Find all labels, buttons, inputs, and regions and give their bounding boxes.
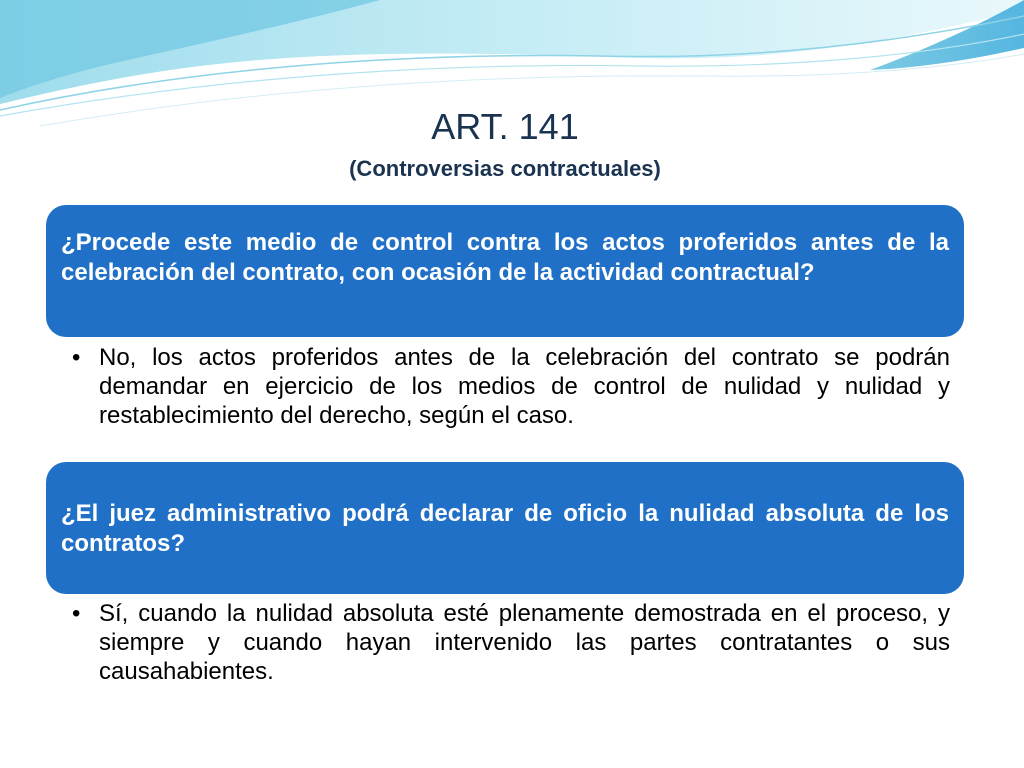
question-text-2: ¿El juez administrativo podrá declarar de oficio la nulidad absoluta de los contratos? bbox=[61, 500, 949, 557]
answer-item-2 bbox=[72, 599, 950, 686]
answer-list-1 bbox=[72, 343, 950, 430]
slide-subtitle: (Controversias contractuales) bbox=[349, 156, 661, 181]
bullet-icon: • bbox=[72, 600, 81, 627]
answer-list-2 bbox=[72, 599, 950, 686]
bullet-icon: • bbox=[72, 344, 81, 371]
answer-text-2: Sí, cuando la nulidad absoluta esté plenamente demostrada en el proceso, y siempre y cuando hayan intervenido las partes contratantes o sus causahabientes. bbox=[99, 600, 950, 685]
question-box-1 bbox=[46, 205, 964, 337]
question-text-1: ¿Procede este medio de control contra los actos proferidos antes de la celebración del contrato, con ocasión de la actividad contractual? bbox=[61, 229, 949, 286]
slide-title: ART. 141 bbox=[431, 106, 579, 147]
answer-item-1 bbox=[72, 343, 950, 430]
question-box-2 bbox=[46, 462, 964, 594]
answer-text-1: No, los actos proferidos antes de la celebración del contrato se podrán demandar en ejercicio de los medios de control de nulidad y nulidad y restablecimiento del derecho, según el caso. bbox=[99, 344, 950, 429]
